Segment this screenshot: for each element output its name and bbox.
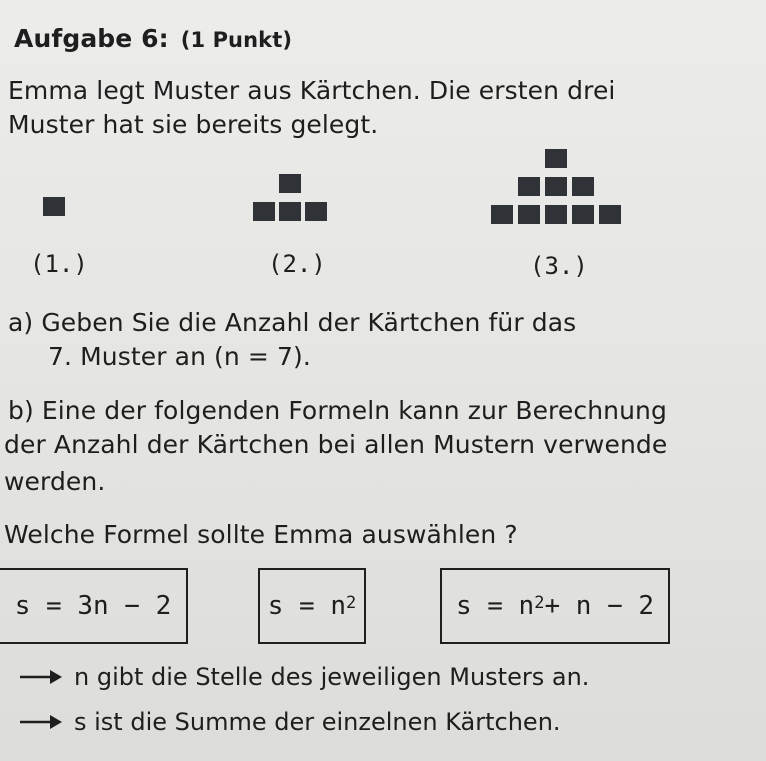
tile	[518, 177, 540, 196]
pattern-1-label: (1.)	[30, 250, 88, 278]
note-s-text: s ist die Summe der einzelnen Kärtchen.	[74, 708, 561, 736]
tile	[253, 202, 275, 221]
tile	[491, 205, 513, 224]
part-b-line-3: werden.	[4, 467, 106, 496]
tile	[599, 205, 621, 224]
note-n	[18, 662, 589, 692]
arrow-right-icon	[18, 707, 64, 737]
formula-1-base: s = 3n − 2	[14, 591, 172, 621]
tile	[43, 197, 65, 216]
task-points: (1 Punkt)	[180, 28, 293, 52]
question-text: Welche Formel sollte Emma auswählen ?	[4, 520, 518, 549]
formula-option-1[interactable]	[0, 568, 188, 644]
tile	[545, 149, 567, 168]
tile	[279, 174, 301, 193]
part-b-line-2: der Anzahl der Kärtchen bei allen Mustern verwende	[4, 430, 668, 459]
tile	[545, 205, 567, 224]
formula-3-base: s = n	[455, 591, 535, 621]
tile	[545, 177, 567, 196]
formula-3-tail: + n − 2	[544, 591, 655, 621]
arrow-right-icon	[18, 662, 64, 692]
formula-3-exponent: 2	[534, 593, 545, 613]
tile	[279, 202, 301, 221]
note-s	[18, 707, 561, 737]
intro-line-2: Muster hat sie bereits gelegt.	[8, 110, 379, 139]
tile	[572, 205, 594, 224]
part-b-line-1: b) Eine der folgenden Formeln kann zur Berechnung	[8, 396, 667, 425]
formula-option-2[interactable]	[258, 568, 366, 644]
pattern-2-label: (2.)	[268, 250, 326, 278]
task-title	[14, 24, 292, 55]
task-heading: Aufgabe 6:	[14, 24, 169, 53]
pattern-3-label: (3.)	[530, 252, 588, 280]
note-n-text: n gibt die Stelle des jeweiligen Musters an.	[74, 663, 590, 691]
tile	[572, 177, 594, 196]
formula-2-exponent: 2	[346, 593, 357, 613]
tile	[305, 202, 327, 221]
intro-line-1: Emma legt Muster aus Kärtchen. Die ersten drei	[8, 76, 616, 105]
tile	[518, 205, 540, 224]
formula-option-3[interactable]	[440, 568, 670, 644]
formula-2-base: s = n	[267, 591, 347, 621]
part-a-line-2: 7. Muster an (n = 7).	[48, 342, 311, 371]
part-a-line-1: a) Geben Sie die Anzahl der Kärtchen für das	[8, 308, 577, 337]
